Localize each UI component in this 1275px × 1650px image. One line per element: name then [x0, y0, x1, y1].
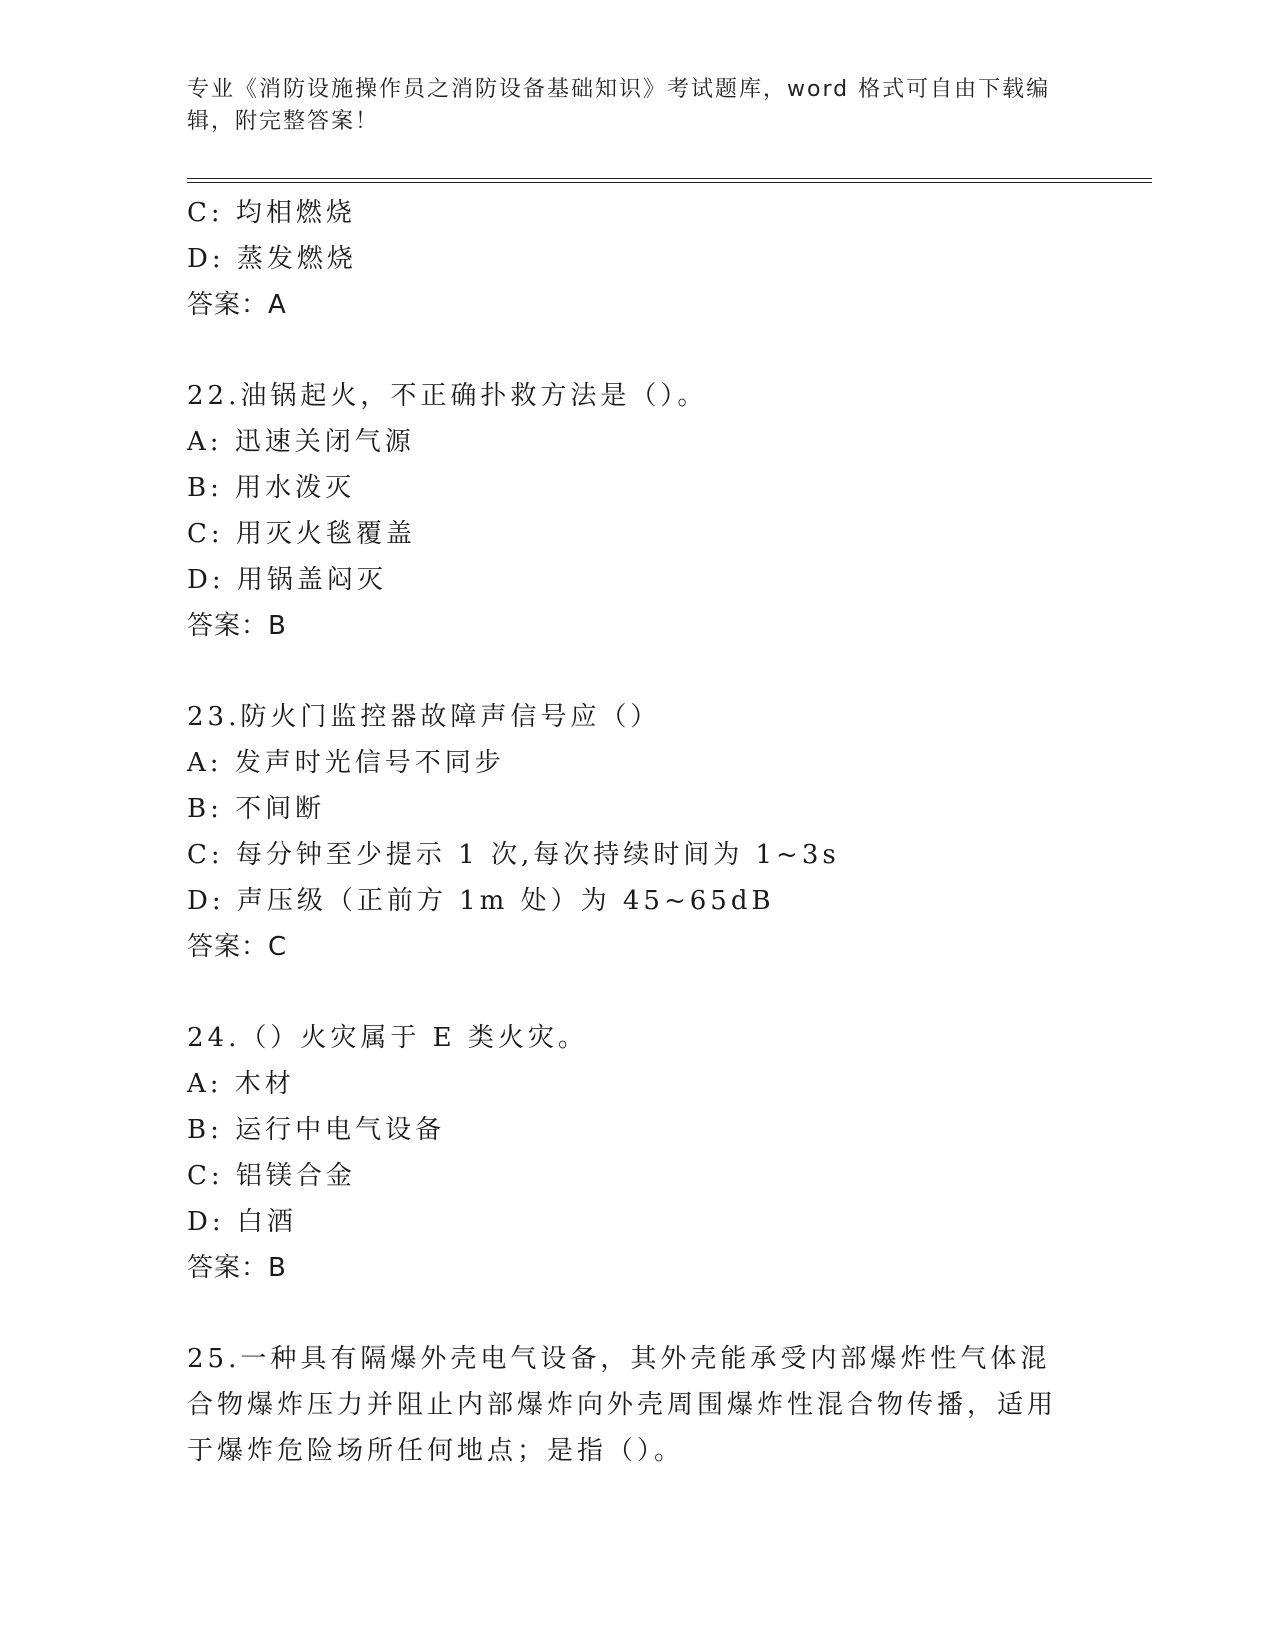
- question-23: [187, 694, 1087, 970]
- option-b: B: 用水泼灭: [187, 473, 356, 503]
- page-header: 专业《消防设施操作员之消防设备基础知识》考试题库，word 格式可自由下载编辑，附完整答案！: [187, 77, 1051, 134]
- header-rule-bottom: [187, 182, 1152, 183]
- question-stem: 25.一种具有隔爆外壳电气设备，其外壳能承受内部爆炸性气体混合物爆炸压力并阻止内部爆炸向外壳周围爆炸性混合物传播，适用于爆炸危险场所任何地点；是指（）。: [187, 1344, 1058, 1466]
- option-d: D: 用锅盖闷灭: [187, 565, 387, 595]
- question-stem: 24.（）火灾属于 E 类火灾。: [187, 1023, 588, 1053]
- spacer: [187, 649, 1087, 694]
- spacer: [187, 328, 1087, 373]
- question-21-tail: [187, 190, 1087, 328]
- answer-line: 答案：B: [187, 611, 287, 641]
- option-a: A: 发声时光信号不同步: [187, 748, 505, 778]
- option-a: A: 木材: [187, 1069, 295, 1099]
- option-d: D: 蒸发燃烧: [187, 244, 357, 274]
- question-stem: 22.油锅起火，不正确扑救方法是（）。: [187, 381, 708, 411]
- spacer: [187, 970, 1087, 1015]
- option-c: C: 每分钟至少提示 1 次,每次持续时间为 1~3s: [187, 840, 840, 870]
- question-24: [187, 1015, 1087, 1291]
- question-22: [187, 373, 1087, 649]
- question-25: [187, 1336, 1087, 1474]
- option-a: A: 迅速关闭气源: [187, 427, 415, 457]
- option-c: C: 均相燃烧: [187, 198, 356, 228]
- question-stem: 23.防火门监控器故障声信号应（）: [187, 702, 661, 732]
- answer-line: 答案：B: [187, 1253, 287, 1283]
- question-content: [187, 190, 1087, 1474]
- answer-line: 答案：A: [187, 290, 287, 320]
- option-b: B: 运行中电气设备: [187, 1115, 446, 1145]
- spacer: [187, 1291, 1087, 1336]
- option-c: C: 用灭火毯覆盖: [187, 519, 416, 549]
- header-rule-top: [187, 178, 1152, 179]
- option-c: C: 铝镁合金: [187, 1161, 356, 1191]
- option-b: B: 不间断: [187, 794, 326, 824]
- option-d: D: 白酒: [187, 1207, 297, 1237]
- option-d: D: 声压级（正前方 1m 处）为 45~65dB: [187, 886, 775, 916]
- answer-line: 答案：C: [187, 932, 288, 962]
